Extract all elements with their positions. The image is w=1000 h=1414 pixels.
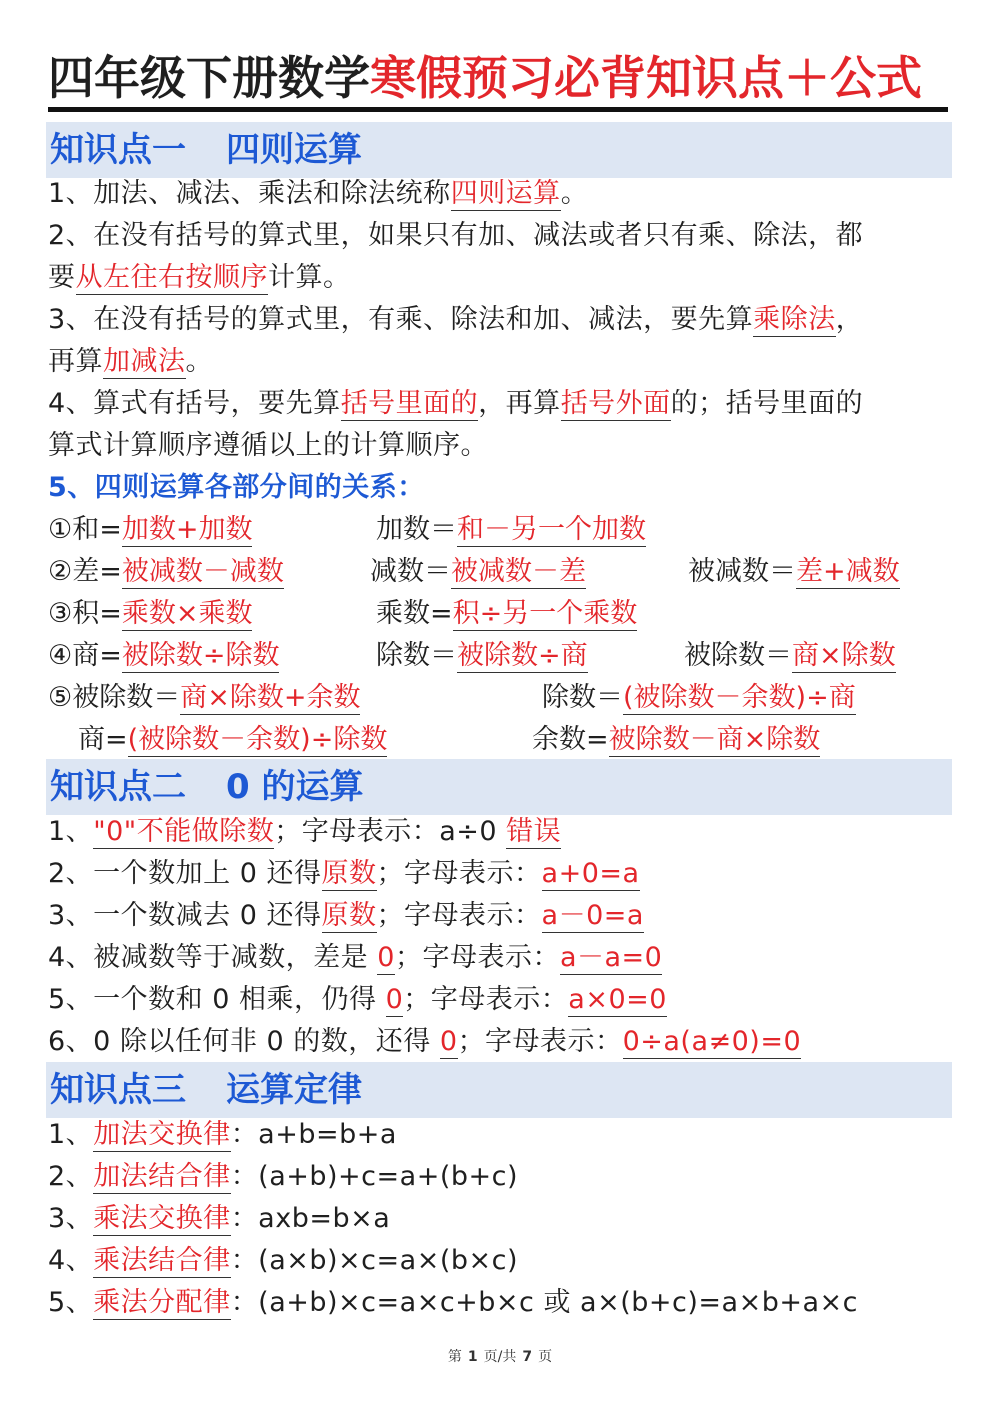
s1-line-1: 1、加法、减法、乘法和除法统称四则运算。: [48, 178, 589, 209]
rel-5b: 除数＝(被除数－余数)÷商: [542, 682, 856, 713]
section-header-2: 知识点二 0 的运算: [46, 759, 952, 815]
s3-line-3: 3、乘法交换律：axb=b×a: [48, 1203, 391, 1234]
s1-line-5: 再算加减法。: [48, 346, 213, 377]
s3-line-2: 2、加法结合律：(a+b)+c=a+(b+c): [48, 1161, 518, 1192]
s3-line-5: 5、乘法分配律：(a+b)×c=a×c+b×c 或 a×(b+c)=a×b+a×c: [48, 1287, 858, 1318]
s1-line-8: 5、四则运算各部分间的关系：: [48, 472, 425, 503]
s3-line-1: 1、加法交换律：a+b=b+a: [48, 1119, 397, 1150]
s1-line-3: 要从左往右按顺序计算。: [48, 262, 351, 293]
rel-3a: ③积=乘数×乘数: [48, 598, 253, 629]
rel-4b: 除数＝被除数÷商: [376, 640, 588, 671]
rel-3b: 乘数=积÷另一个乘数: [376, 598, 638, 629]
rel-1b: 加数＝和－另一个加数: [376, 514, 646, 545]
rel-6a: 商=(被除数－余数)÷除数: [78, 724, 388, 755]
s1-line-4: 3、在没有括号的算式里，有乘、除法和加、减法，要先算乘除法，: [48, 304, 864, 335]
s2-line-6: 6、0 除以任何非 0 的数，还得 0；字母表示：0÷a(a≠0)=0: [48, 1026, 802, 1057]
rel-2b: 减数＝被减数－差: [370, 556, 586, 587]
s1-line-7: 算式计算顺序遵循以上的计算顺序。: [48, 430, 488, 461]
page-footer: 第 1 页/共 7 页: [447, 1349, 553, 1365]
s2-line-2: 2、一个数加上 0 还得原数；字母表示：a+0=a: [48, 858, 640, 889]
s2-line-5: 5、一个数和 0 相乘，仍得 0；字母表示：a×0=0: [48, 984, 667, 1015]
title-red: 寒假预习必背知识点＋公式: [370, 51, 922, 105]
rel-6b: 余数=被除数－商×除数: [532, 724, 821, 755]
s2-line-3: 3、一个数减去 0 还得原数；字母表示：a－0=a: [48, 900, 644, 931]
s1-line-6: 4、算式有括号，要先算括号里面的，再算括号外面的；括号里面的: [48, 388, 864, 419]
title-black: 四年级下册数学: [48, 51, 370, 105]
section-header-3: 知识点三 运算定律: [46, 1062, 952, 1118]
rel-5a: ⑤被除数＝商×除数+余数: [48, 682, 361, 713]
page-title: [48, 52, 948, 112]
s3-line-4: 4、乘法结合律：(a×b)×c=a×(b×c): [48, 1245, 518, 1276]
rel-4c: 被除数＝商×除数: [684, 640, 896, 671]
rel-4a: ④商=被除数÷除数: [48, 640, 280, 671]
s2-line-4: 4、被减数等于减数，差是 0；字母表示：a－a=0: [48, 942, 663, 973]
rel-2a: ②差=被减数－减数: [48, 556, 284, 587]
s2-line-1: 1、"0"不能做除数；字母表示：a÷0 错误: [48, 816, 562, 847]
s1-line-2: 2、在没有括号的算式里，如果只有加、减法或者只有乘、除法，都: [48, 220, 864, 251]
rel-2c: 被减数＝差+减数: [688, 556, 900, 587]
section-header-1: 知识点一 四则运算: [46, 122, 952, 178]
rel-1a: ①和=加数+加数: [48, 514, 253, 545]
